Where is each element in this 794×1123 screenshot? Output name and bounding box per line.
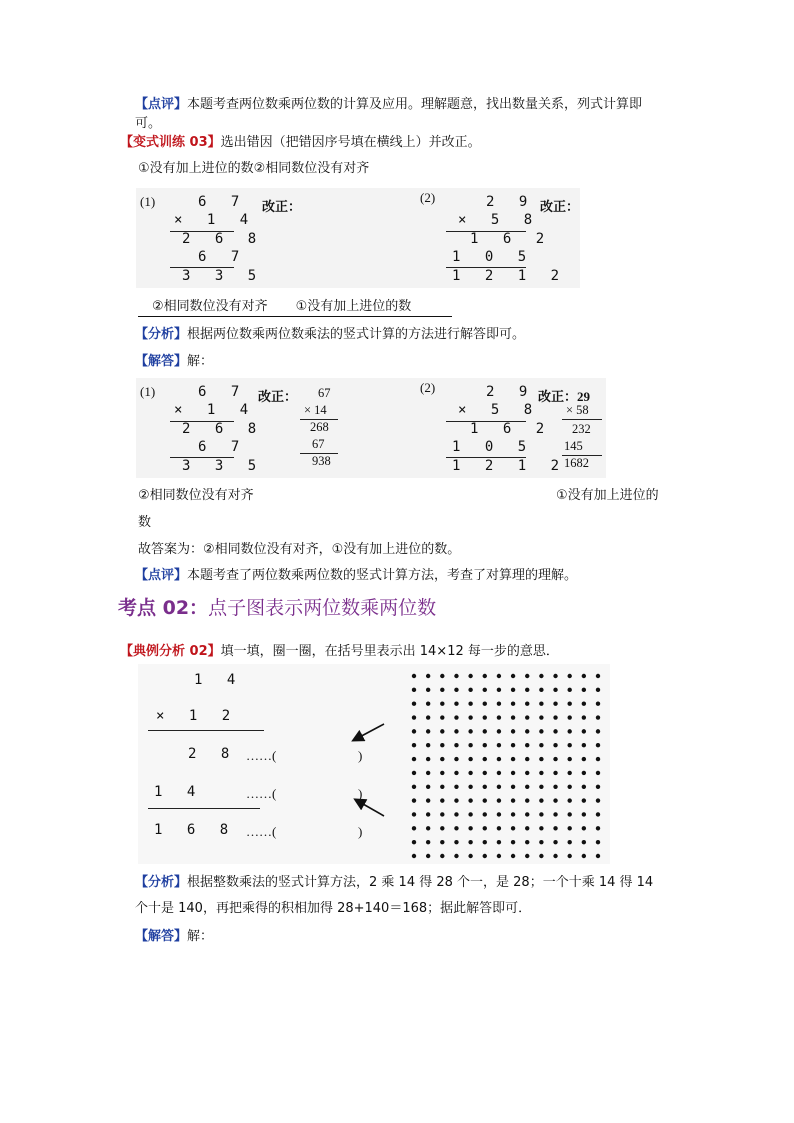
dot [567, 757, 571, 761]
p2-row2: × 5 8 [458, 212, 541, 228]
p1-fix-label: 改正： [262, 199, 302, 214]
dot [426, 715, 430, 719]
dot [511, 798, 515, 802]
dot [412, 785, 416, 789]
dot [468, 674, 472, 678]
dot [511, 701, 515, 705]
dot [483, 688, 487, 692]
dot [582, 729, 586, 733]
dot [567, 688, 571, 692]
fix1-label: 改正： [258, 389, 298, 404]
dot [582, 798, 586, 802]
dot [497, 798, 501, 802]
dot [582, 674, 586, 678]
dot [454, 743, 458, 747]
solution2-line [135, 928, 213, 946]
variant-text: 选出错因（把错因序号填在横线上）并改正。 [220, 135, 481, 150]
solution2-tag: 【解答】 [135, 929, 188, 944]
dot [582, 785, 586, 789]
analysis1-tag: 【分析】 [135, 327, 188, 342]
dot [511, 715, 515, 719]
dot [426, 785, 430, 789]
dot [539, 674, 543, 678]
s1-row1: 6 7 [198, 384, 248, 400]
p2-fix-label: 改正： [540, 199, 580, 214]
dot [596, 826, 600, 830]
dot [412, 812, 416, 816]
dot [468, 854, 472, 858]
dot [497, 729, 501, 733]
dot [553, 729, 557, 733]
dot [553, 785, 557, 789]
dot [497, 840, 501, 844]
dot [468, 812, 472, 816]
dot [497, 688, 501, 692]
dot [511, 674, 515, 678]
dot [454, 812, 458, 816]
dot [511, 771, 515, 775]
dot [426, 840, 430, 844]
dot [596, 840, 600, 844]
comment-text: 本题考查两位数乘两位数的计算及应用。理解题意，找出数量关系，列式计算即 [187, 97, 643, 112]
p1-row1: 6 7 [198, 194, 248, 210]
fix2-row1: × 58 [566, 403, 589, 417]
comment-tag: 【点评】 [135, 97, 188, 112]
dot [483, 715, 487, 719]
dot [596, 757, 600, 761]
dot [539, 729, 543, 733]
ex-paren-1: ……( [246, 748, 277, 763]
dot [497, 785, 501, 789]
dot [454, 674, 458, 678]
dot [525, 826, 529, 830]
ex-p2: 1 4 [154, 784, 204, 800]
dot [483, 771, 487, 775]
dot [582, 757, 586, 761]
problem2-label: (2) [420, 190, 436, 205]
dot [468, 743, 472, 747]
dot [525, 701, 529, 705]
example-figure [138, 664, 610, 864]
dot [553, 701, 557, 705]
s1-row4: 6 7 [198, 439, 248, 455]
dot [426, 854, 430, 858]
dot [567, 771, 571, 775]
ex-rule2 [148, 808, 260, 809]
dot [426, 771, 430, 775]
p1-row4: 6 7 [198, 249, 248, 265]
p2-row1: 2 9 [486, 194, 536, 210]
dot [426, 826, 430, 830]
dot [596, 812, 600, 816]
dot [426, 798, 430, 802]
dot [468, 715, 472, 719]
dot [440, 826, 444, 830]
dot [497, 715, 501, 719]
dot [454, 798, 458, 802]
dot [454, 729, 458, 733]
dot [596, 771, 600, 775]
dot [553, 715, 557, 719]
dot [412, 701, 416, 705]
dot [440, 854, 444, 858]
dot [596, 785, 600, 789]
dot [567, 715, 571, 719]
dot [567, 701, 571, 705]
dot [468, 798, 472, 802]
comment-cont: 可。 [135, 116, 162, 131]
dot [567, 826, 571, 830]
variant-line [120, 134, 481, 152]
dot [440, 812, 444, 816]
dot [497, 826, 501, 830]
solution2-text: 解： [187, 929, 214, 944]
dot [596, 674, 600, 678]
dot [468, 729, 472, 733]
dot [454, 826, 458, 830]
dot [582, 701, 586, 705]
problem1-label: (1) [140, 194, 156, 209]
dot [553, 674, 557, 678]
dot [525, 757, 529, 761]
dot [468, 757, 472, 761]
fix1-row1: 67 [318, 386, 331, 400]
section-heading [118, 593, 436, 620]
solution1-tag: 【解答】 [135, 354, 188, 369]
dot [412, 715, 416, 719]
fix2-label: 改正：29 [538, 389, 591, 404]
dot [426, 701, 430, 705]
dot [483, 840, 487, 844]
example-text: 填一填，圈一圈，在括号里表示出 14×12 每一步的意思． [220, 644, 559, 659]
ex-total: 1 6 8 [154, 822, 237, 838]
dot [539, 688, 543, 692]
analysis2-tag: 【分析】 [135, 875, 188, 890]
dot [567, 840, 571, 844]
final-answer: 故答案为：②相同数位没有对齐，①没有加上进位的数。 [138, 542, 461, 557]
reason-1: ②相同数位没有对齐 [138, 488, 254, 503]
dot [553, 688, 557, 692]
dot [426, 812, 430, 816]
dot [412, 798, 416, 802]
dot [412, 743, 416, 747]
arrows [344, 720, 394, 840]
dot-grid [408, 670, 604, 862]
p2-row4: 1 0 5 [452, 249, 535, 265]
fix1-row3: 268 [310, 420, 329, 434]
dot [440, 743, 444, 747]
dot [596, 729, 600, 733]
dot [497, 854, 501, 858]
dot [553, 840, 557, 844]
dot [539, 854, 543, 858]
s-problem2-label: (2) [420, 380, 436, 395]
dot [553, 798, 557, 802]
s2-row1: 2 9 [486, 384, 536, 400]
ex-rule1 [148, 730, 264, 731]
dot [497, 743, 501, 747]
comment-line [135, 96, 642, 114]
dot [511, 688, 515, 692]
dot [454, 771, 458, 775]
arrow-lower [356, 800, 384, 816]
dot [412, 757, 416, 761]
dot [454, 688, 458, 692]
dot [468, 826, 472, 830]
s-problem1-label: (1) [140, 384, 156, 399]
dot [483, 812, 487, 816]
dot [483, 674, 487, 678]
dot [525, 812, 529, 816]
p2-row5: 1 2 1 2 [452, 268, 568, 284]
fix1-row5: 938 [312, 454, 331, 468]
p1-row3: 2 6 8 [182, 231, 265, 247]
dot [567, 729, 571, 733]
reason-2-cont: 数 [138, 515, 152, 530]
dot [497, 771, 501, 775]
dot [553, 812, 557, 816]
dot [511, 785, 515, 789]
ex-top: 1 4 [194, 672, 244, 688]
fix1-row2: × 14 [304, 403, 327, 417]
p1-row5: 3 3 5 [182, 268, 265, 284]
dot [483, 757, 487, 761]
dot [525, 771, 529, 775]
ex-paren-2: ……( [246, 786, 277, 801]
dot [525, 743, 529, 747]
dot [596, 715, 600, 719]
dot [539, 840, 543, 844]
dot [497, 674, 501, 678]
dot [539, 812, 543, 816]
dot [454, 785, 458, 789]
dot [412, 840, 416, 844]
fix2-row3: 145 [564, 439, 583, 453]
section-num: 考点 02： [118, 597, 209, 619]
dot [483, 826, 487, 830]
dot [483, 785, 487, 789]
dot [483, 701, 487, 705]
fix2-row2: 232 [572, 422, 591, 436]
dot [483, 743, 487, 747]
ex-close-2: ) [358, 786, 363, 801]
dot [483, 798, 487, 802]
dot [553, 757, 557, 761]
dot [596, 854, 600, 858]
dot [539, 757, 543, 761]
dot [483, 854, 487, 858]
dot [511, 854, 515, 858]
dot [553, 826, 557, 830]
ex-mult: × 1 2 [156, 708, 239, 724]
dot [497, 812, 501, 816]
dot [426, 688, 430, 692]
dot [596, 688, 600, 692]
dot [511, 729, 515, 733]
dot [497, 701, 501, 705]
dot [553, 771, 557, 775]
dot [539, 785, 543, 789]
dot [525, 785, 529, 789]
dot [525, 674, 529, 678]
dot [539, 826, 543, 830]
dot [567, 854, 571, 858]
dot [468, 701, 472, 705]
dot [539, 771, 543, 775]
example-tag: 【典例分析 02】 [120, 644, 221, 659]
answer-2: ①没有加上进位的数 [295, 299, 412, 314]
dot [539, 715, 543, 719]
dot [525, 854, 529, 858]
answer-1: ②相同数位没有对齐 [152, 299, 268, 314]
dot [511, 812, 515, 816]
dot [511, 840, 515, 844]
dot [440, 688, 444, 692]
dot [582, 743, 586, 747]
dot [454, 757, 458, 761]
dot [582, 771, 586, 775]
s1-row3: 2 6 8 [182, 421, 265, 437]
dot [525, 840, 529, 844]
dot [511, 743, 515, 747]
options-line: ①没有加上进位的数②相同数位没有对齐 [138, 161, 370, 176]
dot [440, 701, 444, 705]
dot [468, 771, 472, 775]
example-line [120, 643, 559, 661]
dot [596, 798, 600, 802]
dot [412, 688, 416, 692]
dot [539, 743, 543, 747]
dot [567, 785, 571, 789]
comment2-text: 本题考查了两位数乘两位数的竖式计算方法，考查了对算理的理解。 [187, 568, 578, 583]
dot [412, 674, 416, 678]
dot [582, 715, 586, 719]
dot [539, 701, 543, 705]
dot [454, 701, 458, 705]
dot [596, 701, 600, 705]
dot [426, 743, 430, 747]
dot [511, 757, 515, 761]
dot [582, 812, 586, 816]
s1-row5: 3 3 5 [182, 458, 265, 474]
dot [525, 798, 529, 802]
dot [567, 743, 571, 747]
dot [567, 812, 571, 816]
comment2-tag: 【点评】 [135, 568, 188, 583]
dot [567, 798, 571, 802]
analysis2-text: 根据整数乘法的竖式计算方法，2 乘 14 得 28 个一，是 28；一个十乘 14 得 14 [187, 875, 654, 890]
dot [567, 674, 571, 678]
p1-row2: × 1 4 [174, 212, 257, 228]
dot [468, 840, 472, 844]
analysis2-cont: 个十是 140，再把乘得的积相加得 28+140＝168；据此解答即可． [135, 901, 532, 916]
ex-close-3: ) [358, 824, 363, 839]
dot [440, 785, 444, 789]
dot [412, 854, 416, 858]
dot [511, 826, 515, 830]
dot [596, 743, 600, 747]
section-title: 点子图表示两位数乘两位数 [208, 597, 437, 619]
dot [440, 715, 444, 719]
variant-tag: 【变式训练 03】 [120, 135, 221, 150]
dot [426, 674, 430, 678]
dot [440, 674, 444, 678]
fix2-rule1 [562, 419, 602, 420]
s2-row4: 1 0 5 [452, 439, 535, 455]
ex-p1: 2 8 [188, 746, 238, 762]
dot [582, 688, 586, 692]
s2-row5: 1 2 1 2 [452, 458, 568, 474]
fix1-row4: 67 [312, 437, 325, 451]
answer-blank-line [138, 298, 452, 317]
dot [440, 729, 444, 733]
solution1-text: 解： [187, 354, 214, 369]
ex-paren-3: ……( [246, 824, 277, 839]
p2-row3: 1 6 2 [470, 231, 553, 247]
dot [440, 771, 444, 775]
dot [582, 826, 586, 830]
dot [426, 729, 430, 733]
analysis1-line [135, 326, 525, 344]
dot [553, 854, 557, 858]
s2-row2: × 5 8 [458, 402, 541, 418]
dot [412, 729, 416, 733]
dot [454, 840, 458, 844]
dot [582, 840, 586, 844]
dot [468, 688, 472, 692]
dot [412, 826, 416, 830]
dot [525, 715, 529, 719]
comment2-line [135, 567, 577, 585]
solution1-line [135, 353, 213, 371]
dot [412, 771, 416, 775]
dot [525, 688, 529, 692]
problem-panel [136, 188, 580, 288]
dot [497, 757, 501, 761]
dot [525, 729, 529, 733]
dot [426, 757, 430, 761]
ex-close-1: ) [358, 748, 363, 763]
fix2-row4: 1682 [564, 456, 589, 470]
s2-row3: 1 6 2 [470, 421, 553, 437]
dot [468, 785, 472, 789]
analysis1-text: 根据两位数乘两位数乘法的竖式计算的方法进行解答即可。 [187, 327, 526, 342]
dot [440, 757, 444, 761]
dot [454, 854, 458, 858]
dot [483, 729, 487, 733]
dot [582, 854, 586, 858]
dot [553, 743, 557, 747]
s1-row2: × 1 4 [174, 402, 257, 418]
dot [440, 840, 444, 844]
arrow-upper [354, 724, 384, 740]
reason-2: ①没有加上进位的 [556, 488, 659, 503]
solution-panel [136, 378, 606, 478]
dot [454, 715, 458, 719]
dot [440, 798, 444, 802]
analysis2-line [135, 874, 653, 892]
dot [539, 798, 543, 802]
